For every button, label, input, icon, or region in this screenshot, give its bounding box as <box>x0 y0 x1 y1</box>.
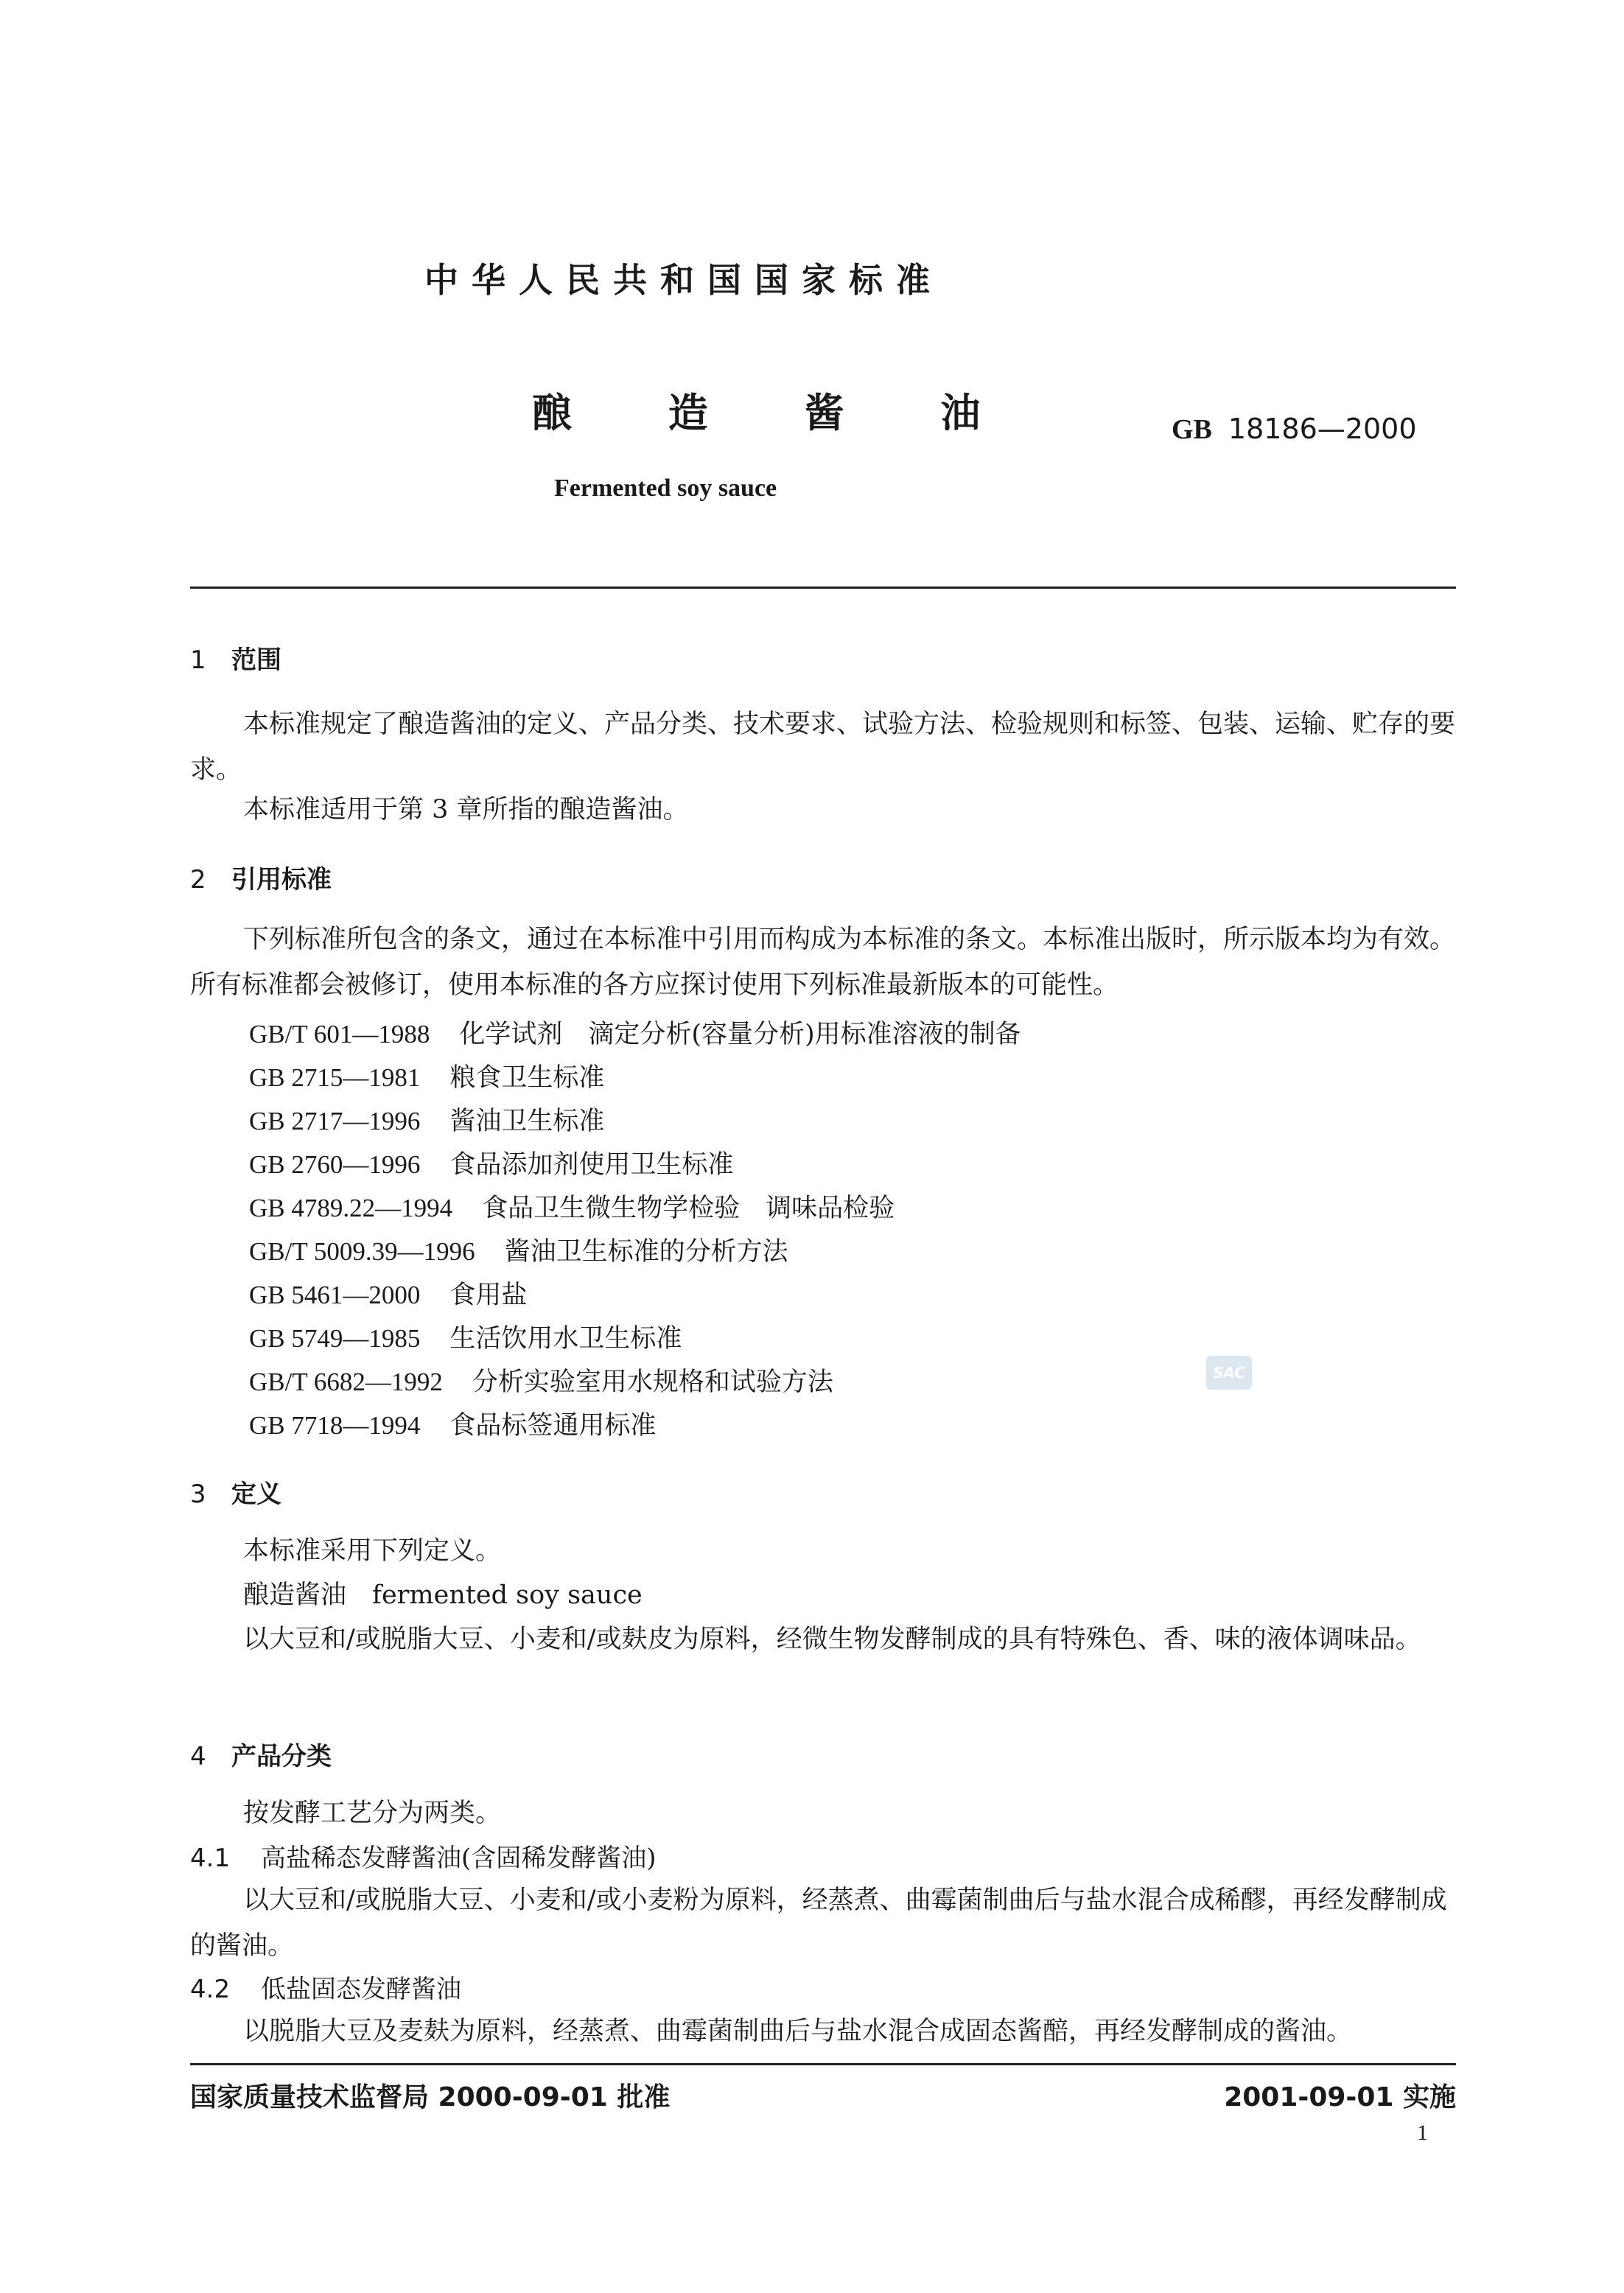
standard-prefix: GB <box>1172 414 1212 445</box>
national-standard-heading: 中华人民共和国国家标准 <box>424 260 943 300</box>
reference-code: GB 7718—1994 <box>249 1411 421 1440</box>
section-title: 定义 <box>231 1480 281 1509</box>
standard-code: 18186—2000 <box>1228 413 1417 445</box>
implementation-date: 2001-09-01 实施 <box>1224 2082 1456 2112</box>
reference-code: GB 5461—2000 <box>249 1281 421 1309</box>
reference-title: 化学试剂 滴定分析(容量分析)用标准溶液的制备 <box>459 1020 1021 1049</box>
sac-logo-icon: SAC <box>1206 1356 1252 1390</box>
reference-item <box>249 1057 604 1094</box>
english-title: Fermented soy sauce <box>554 475 777 502</box>
approval-info: 国家质量技术监督局 2000-09-01 批准 <box>190 2082 671 2112</box>
reference-item <box>249 1405 656 1442</box>
section-3-term <box>190 1572 1456 1618</box>
section-1-paragraph-2 <box>190 787 1456 833</box>
reference-title: 食品卫生微生物学检验 调味品检验 <box>482 1194 895 1223</box>
reference-item <box>249 1188 895 1225</box>
subsection-4-2-heading <box>190 1969 461 2005</box>
term-text: 酿造酱油 fermented soy sauce <box>243 1580 643 1610</box>
section-3-heading <box>190 1474 281 1510</box>
reference-title: 分析实验室用水规格和试验方法 <box>472 1368 833 1397</box>
reference-item <box>249 1362 833 1398</box>
paragraph-text: 下列标准所包含的条文，通过在本标准中引用而构成为本标准的条文。本标准出版时，所示版本均为有效。所有标准都会被修订，使用本标准的各方应探讨使用下列标准最新版本的可能性。 <box>190 925 1456 1000</box>
subsection-4-1-paragraph <box>190 1877 1456 1969</box>
reference-code: GB 2760—1996 <box>249 1150 421 1179</box>
section-title: 范围 <box>231 645 281 675</box>
reference-title: 食品添加剂使用卫生标准 <box>449 1150 734 1180</box>
reference-code: GB 2715—1981 <box>249 1063 421 1092</box>
reference-item <box>249 1014 1021 1051</box>
reference-code: GB/T 6682—1992 <box>249 1368 443 1396</box>
bottom-divider <box>190 2063 1456 2065</box>
section-4-paragraph-1 <box>190 1790 1456 1836</box>
subsection-title: 高盐稀态发酵酱油(含固稀发酵酱油) <box>261 1844 657 1873</box>
subsection-4-1-heading <box>190 1838 657 1874</box>
reference-title: 食用盐 <box>449 1281 528 1310</box>
paragraph-text: 以大豆和/或脱脂大豆、小麦和/或小麦粉为原料，经蒸煮、曲霉菌制曲后与盐水混合成稀醪，再经发酵制成的酱油。 <box>190 1886 1447 1961</box>
paragraph-text: 以大豆和/或脱脂大豆、小麦和/或麸皮为原料，经微生物发酵制成的具有特殊色、香、味的液体调味品。 <box>243 1625 1421 1654</box>
reference-item <box>249 1275 527 1312</box>
top-divider <box>190 587 1456 589</box>
section-2-heading <box>190 859 332 895</box>
section-number: 4 <box>190 1742 206 1771</box>
reference-code: GB/T 601—1988 <box>249 1020 430 1049</box>
subsection-title: 低盐固态发酵酱油 <box>261 1975 461 2004</box>
paragraph-text: 本标准规定了酿造酱油的定义、产品分类、技术要求、试验方法、检验规则和标签、包装、运输、贮存的要求。 <box>190 710 1456 785</box>
subsection-number: 4.2 <box>190 1975 231 2004</box>
reference-title: 酱油卫生标准 <box>449 1107 605 1136</box>
document-title: 酿 造 酱 油 <box>532 390 1022 436</box>
section-3-paragraph-2 <box>190 1617 1456 1662</box>
page-number: 1 <box>1417 2121 1428 2145</box>
reference-code: GB 4789.22—1994 <box>249 1194 453 1222</box>
reference-item <box>249 1318 682 1355</box>
standard-number <box>1172 413 1417 446</box>
section-title: 引用标准 <box>231 865 332 895</box>
section-2-paragraph-1 <box>190 917 1456 1008</box>
reference-code: GB/T 5009.39—1996 <box>249 1237 475 1266</box>
subsection-number: 4.1 <box>190 1844 231 1873</box>
section-number: 2 <box>190 865 206 895</box>
paragraph-text: 本标准采用下列定义。 <box>243 1536 502 1566</box>
section-number: 3 <box>190 1480 206 1509</box>
section-1-heading <box>190 640 281 676</box>
paragraph-text: 以脱脂大豆及麦麸为原料，经蒸煮、曲霉菌制曲后与盐水混合成固态酱醅，再经发酵制成的酱油。 <box>243 2017 1353 2046</box>
reference-code: GB 2717—1996 <box>249 1107 421 1135</box>
reference-item <box>249 1144 733 1181</box>
section-3-paragraph-1 <box>190 1528 1456 1574</box>
section-1-paragraph-1 <box>190 701 1456 793</box>
reference-title: 食品标签通用标准 <box>449 1411 657 1440</box>
reference-title: 酱油卫生标准的分析方法 <box>504 1237 788 1267</box>
section-title: 产品分类 <box>231 1742 332 1771</box>
reference-item <box>249 1101 604 1138</box>
paragraph-text: 按发酵工艺分为两类。 <box>243 1799 502 1828</box>
reference-item <box>249 1231 788 1268</box>
section-number: 1 <box>190 645 206 675</box>
subsection-4-2-paragraph <box>190 2009 1456 2054</box>
section-4-heading <box>190 1736 332 1772</box>
paragraph-text: 本标准适用于第 3 章所指的酿造酱油。 <box>243 795 689 825</box>
reference-title: 粮食卫生标准 <box>449 1063 605 1093</box>
reference-title: 生活饮用水卫生标准 <box>449 1324 682 1354</box>
reference-code: GB 5749—1985 <box>249 1324 421 1353</box>
